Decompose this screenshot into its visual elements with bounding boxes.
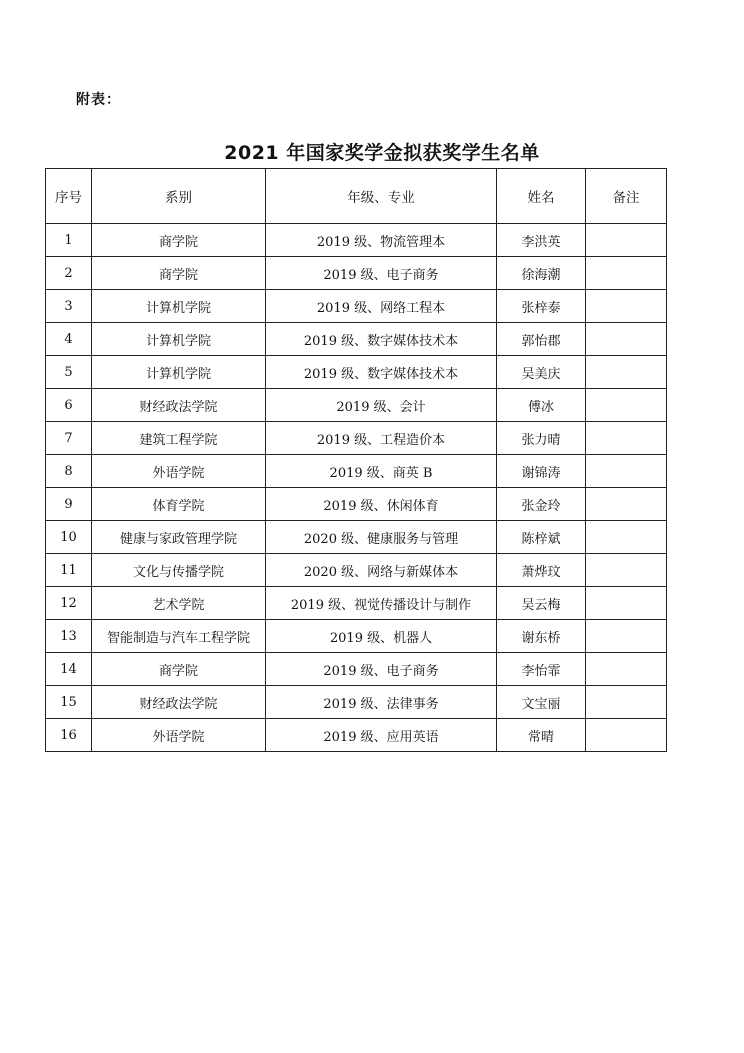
table-row <box>46 422 667 455</box>
cell-name: 张梓泰 <box>497 290 586 323</box>
scholarship-roster-table <box>45 168 667 752</box>
cell-major: 2019 级、机器人 <box>266 620 497 653</box>
cell-name: 李洪英 <box>497 224 586 257</box>
cell-name: 张力晴 <box>497 422 586 455</box>
cell-no: 8 <box>46 455 92 488</box>
cell-note <box>586 455 667 488</box>
cell-name: 徐海潮 <box>497 257 586 290</box>
cell-note <box>586 587 667 620</box>
table-row <box>46 389 667 422</box>
cell-major: 2019 级、物流管理本 <box>266 224 497 257</box>
cell-note <box>586 290 667 323</box>
cell-note <box>586 620 667 653</box>
table-row <box>46 455 667 488</box>
cell-dept: 外语学院 <box>92 455 266 488</box>
cell-no: 9 <box>46 488 92 521</box>
cell-note <box>586 389 667 422</box>
header-no: 序号 <box>46 169 92 224</box>
table-row <box>46 521 667 554</box>
cell-note <box>586 323 667 356</box>
cell-no: 11 <box>46 554 92 587</box>
cell-no: 7 <box>46 422 92 455</box>
cell-name: 李怡霏 <box>497 653 586 686</box>
cell-no: 16 <box>46 719 92 752</box>
cell-note <box>586 521 667 554</box>
cell-note <box>586 653 667 686</box>
table-row <box>46 686 667 719</box>
cell-dept: 计算机学院 <box>92 290 266 323</box>
cell-dept: 健康与家政管理学院 <box>92 521 266 554</box>
cell-dept: 商学院 <box>92 653 266 686</box>
cell-major: 2020 级、健康服务与管理 <box>266 521 497 554</box>
cell-no: 2 <box>46 257 92 290</box>
cell-note <box>586 488 667 521</box>
cell-major: 2019 级、电子商务 <box>266 653 497 686</box>
cell-dept: 财经政法学院 <box>92 389 266 422</box>
cell-major: 2019 级、数字媒体技术本 <box>266 323 497 356</box>
cell-major: 2019 级、视觉传播设计与制作 <box>266 587 497 620</box>
cell-dept: 商学院 <box>92 257 266 290</box>
table-row <box>46 356 667 389</box>
cell-name: 吴云梅 <box>497 587 586 620</box>
cell-note <box>586 719 667 752</box>
cell-no: 5 <box>46 356 92 389</box>
cell-note <box>586 356 667 389</box>
cell-name: 文宝丽 <box>497 686 586 719</box>
header-major: 年级、专业 <box>266 169 497 224</box>
cell-major: 2019 级、电子商务 <box>266 257 497 290</box>
cell-dept: 体育学院 <box>92 488 266 521</box>
cell-name: 谢东桥 <box>497 620 586 653</box>
cell-no: 4 <box>46 323 92 356</box>
table-row <box>46 554 667 587</box>
cell-no: 15 <box>46 686 92 719</box>
cell-major: 2019 级、应用英语 <box>266 719 497 752</box>
cell-dept: 智能制造与汽车工程学院 <box>92 620 266 653</box>
page-title: 2021 年国家奖学金拟获奖学生名单 <box>224 142 540 164</box>
cell-dept: 计算机学院 <box>92 356 266 389</box>
table-row <box>46 290 667 323</box>
table-row <box>46 488 667 521</box>
cell-major: 2019 级、商英 B <box>266 455 497 488</box>
cell-dept: 财经政法学院 <box>92 686 266 719</box>
table-row <box>46 620 667 653</box>
cell-name: 常晴 <box>497 719 586 752</box>
cell-no: 10 <box>46 521 92 554</box>
cell-name: 郭怡郡 <box>497 323 586 356</box>
table-header-row <box>46 169 667 224</box>
attachment-label: 附表： <box>76 92 121 108</box>
cell-note <box>586 686 667 719</box>
cell-no: 12 <box>46 587 92 620</box>
table-row <box>46 323 667 356</box>
header-dept: 系别 <box>92 169 266 224</box>
table-row <box>46 257 667 290</box>
cell-no: 6 <box>46 389 92 422</box>
cell-note <box>586 257 667 290</box>
cell-name: 张金玲 <box>497 488 586 521</box>
cell-note <box>586 422 667 455</box>
cell-note <box>586 224 667 257</box>
cell-name: 傅冰 <box>497 389 586 422</box>
cell-major: 2019 级、数字媒体技术本 <box>266 356 497 389</box>
cell-dept: 商学院 <box>92 224 266 257</box>
header-note: 备注 <box>586 169 667 224</box>
cell-dept: 文化与传播学院 <box>92 554 266 587</box>
header-name: 姓名 <box>497 169 586 224</box>
cell-name: 谢锦涛 <box>497 455 586 488</box>
cell-name: 吴美庆 <box>497 356 586 389</box>
cell-dept: 艺术学院 <box>92 587 266 620</box>
cell-dept: 建筑工程学院 <box>92 422 266 455</box>
cell-major: 2019 级、休闲体育 <box>266 488 497 521</box>
table-row <box>46 224 667 257</box>
cell-no: 1 <box>46 224 92 257</box>
cell-name: 萧烨玟 <box>497 554 586 587</box>
cell-major: 2019 级、法律事务 <box>266 686 497 719</box>
cell-no: 14 <box>46 653 92 686</box>
table-row <box>46 719 667 752</box>
table-row <box>46 587 667 620</box>
cell-major: 2019 级、会计 <box>266 389 497 422</box>
cell-dept: 计算机学院 <box>92 323 266 356</box>
cell-name: 陈梓斌 <box>497 521 586 554</box>
cell-major: 2020 级、网络与新媒体本 <box>266 554 497 587</box>
cell-no: 3 <box>46 290 92 323</box>
cell-dept: 外语学院 <box>92 719 266 752</box>
cell-no: 13 <box>46 620 92 653</box>
cell-major: 2019 级、工程造价本 <box>266 422 497 455</box>
table-row <box>46 653 667 686</box>
cell-major: 2019 级、网络工程本 <box>266 290 497 323</box>
cell-note <box>586 554 667 587</box>
